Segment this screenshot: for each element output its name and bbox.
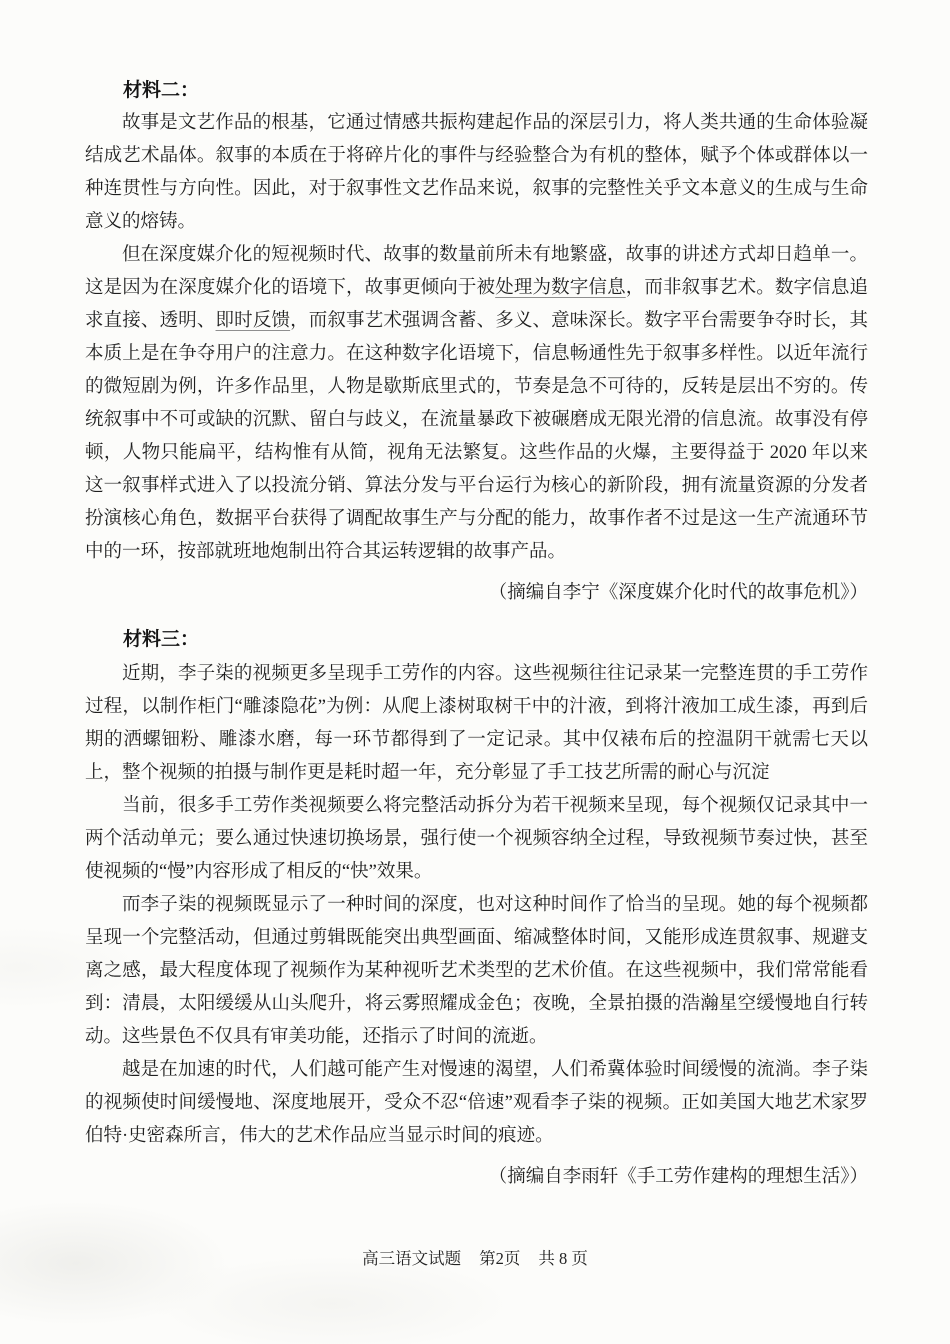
material-2-heading: 材料二： bbox=[123, 80, 200, 101]
text-run: 而李子柒的视频既显示了一种时间的深度，也对这种时间作了恰当的呈现。她的每个视频都呈现一个完整活动，但通过剪辑既能突出典型画面、缩减整体时间，又能形成连贯叙事、规避支离之感，最大程度体现了视频作为某种视听艺术类型的艺术价值。在这些视频中，我们常常能看到：清晨，太阳缓缓从山头爬升，将云雾照耀成金色；夜晚，全景拍摄的浩瀚星空缓慢地自行转动。这些景色不仅具有审美功能，还指示了时间的流逝。 bbox=[85, 895, 868, 1047]
material-2-paragraph-1 bbox=[85, 107, 868, 239]
exam-page-content bbox=[85, 74, 868, 1194]
material-3-paragraph-1 bbox=[85, 658, 868, 790]
material-3-paragraph-4 bbox=[85, 1054, 868, 1153]
material-2-attribution: （摘编自李宁《深度媒介化时代的故事危机》） bbox=[488, 583, 868, 603]
material-2-paragraph-2 bbox=[85, 239, 868, 569]
text-run: 当前，很多手工劳作类视频要么将完整活动拆分为若干视频来呈现，每个视频仅记录其中一两个活动单元；要么通过快速切换场景，强行使一个视频容纳全过程，导致视频节奏过快，甚至使视频的“慢”内容形成了相反的“快”效果。 bbox=[85, 796, 868, 882]
text-run: 故事是文艺作品的根基，它通过情感共振构建起作品的深层引力，将人类共通的生命体验凝结成艺术晶体。叙事的本质在于将碎片化的事件与经验整合为有机的整体，赋予个体或群体以一种连贯性与方向性。因此，对于叙事性文艺作品来说，叙事的完整性关乎文本意义的生成与生命意义的熔铸。 bbox=[85, 113, 868, 232]
underlined-phrase: 处理为数字信息 bbox=[495, 278, 626, 298]
material-3-paragraph-2 bbox=[85, 790, 868, 889]
text-run: 但在深度媒介化的短视频时代、故事的数量前所未有地繁盛，故事的讲述方式却日趋单一。这是因为在深度媒介化的语境下，故事更倾向于被 bbox=[85, 245, 868, 298]
footer-exam-title: 高三语文试题 bbox=[362, 1249, 462, 1268]
material-3-heading: 材料三： bbox=[123, 629, 200, 650]
footer-total-pages: 共 8 页 bbox=[538, 1249, 588, 1268]
material-3-paragraph-3 bbox=[85, 889, 868, 1054]
text-run: ，而非叙事艺术。数字信息追求直接、透明、 bbox=[85, 278, 868, 331]
material-3-attribution: （摘编自李雨轩《手工劳作建构的理想生活》） bbox=[488, 1167, 868, 1187]
page-footer bbox=[0, 1248, 950, 1270]
material-3-section bbox=[85, 623, 868, 1194]
material-2-section bbox=[85, 74, 868, 610]
footer-page-number: 第2页 bbox=[479, 1249, 521, 1268]
text-run: 近期，李子柒的视频更多呈现手工劳作的内容。这些视频往往记录某一完整连贯的手工劳作过程，以制作柜门“雕漆隐花”为例：从爬上漆树取树干中的汁液，到将汁液加工成生漆，再到后期的洒螺钿粉、雕漆水磨，每一环节都得到了一定记录。其中仅裱布后的控温阴干就需七天以上，整个视频的拍摄与制作更是耗时超一年，充分彰显了手工技艺所需的耐心与沉淀 bbox=[85, 664, 868, 783]
underlined-phrase: 即时反馈 bbox=[215, 311, 291, 331]
text-run: ，而叙事艺术强调含蓄、多义、意味深长。数字平台需要争夺时长，其本质上是在争夺用户的注意力。在这种数字化语境下，信息畅通性先于叙事多样性。以近年流行的微短剧为例，许多作品里，人物是歇斯底里式的，节奏是急不可待的，反转是层出不穷的。传统叙事中不可或缺的沉默、留白与歧义，在流量暴政下被碾磨成无限光滑的信息流。故事没有停顿，人物只能扁平，结构惟有从简，视角无法繁复。这些作品的火爆，主要得益于 2020 年以来这一叙事样式进入了以投流分销、算法分发与平台运行为核心的新阶段，拥有流量资源的分发者扮演核心角色，数据平台获得了调配故事生产与分配的能力，故事作者不过是这一生产流通环节中的一环，按部就班地炮制出符合其运转逻辑的故事产品。 bbox=[85, 311, 868, 562]
text-run: 越是在加速的时代，人们越可能产生对慢速的渴望，人们希冀体验时间缓慢的流淌。李子柒的视频使时间缓慢地、深度地展开，受众不忍“倍速”观看李子柒的视频。正如美国大地艺术家罗伯特·史密森所言，伟大的艺术作品应当显示时间的痕迹。 bbox=[85, 1060, 868, 1146]
